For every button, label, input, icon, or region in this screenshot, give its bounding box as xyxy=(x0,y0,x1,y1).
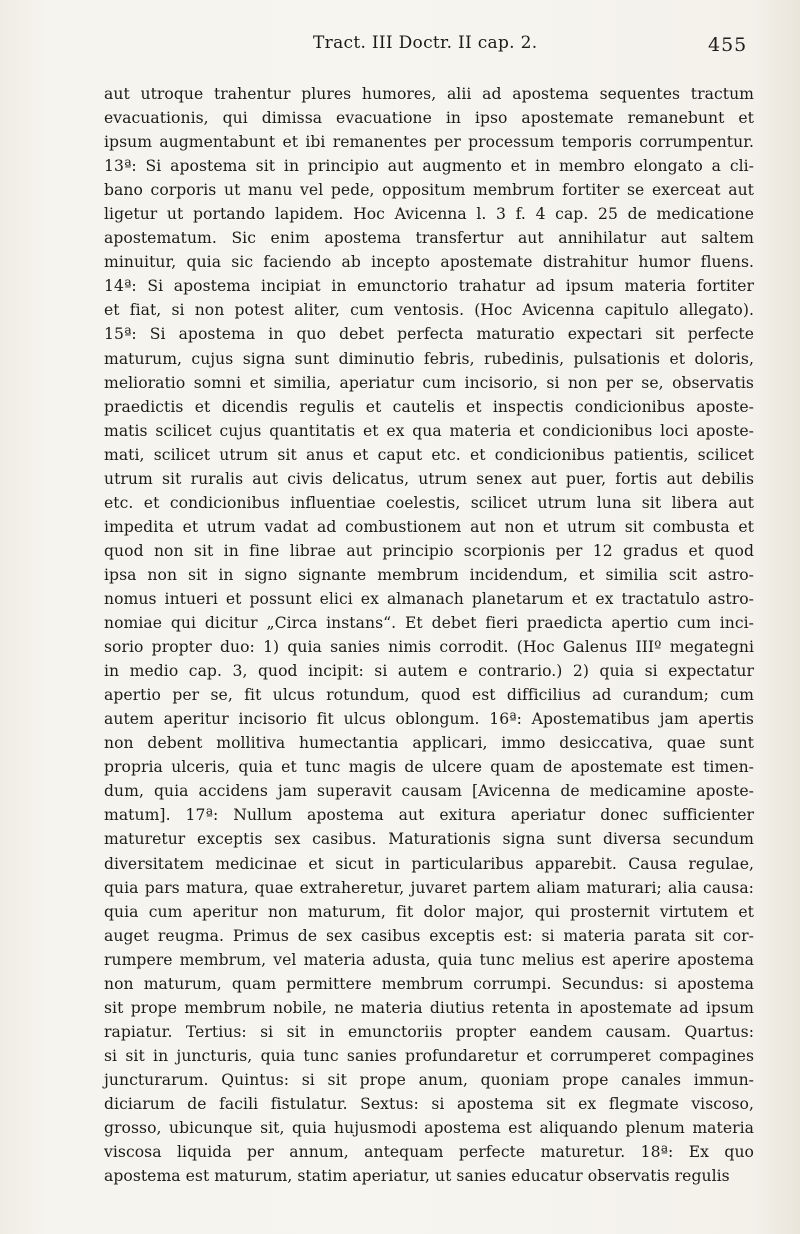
text-line: apostematum. Sic enim apostema transfertur aut annihilatur aut saltem xyxy=(104,229,754,248)
text-line: juncturarum. Quintus: si sit prope anum, quoniam prope canales immun- xyxy=(104,1070,754,1089)
text-line: praedictis et dicendis regulis et cautelis et inspectis condicionibus aposte- xyxy=(104,397,754,416)
text-line: diciarum de facili fistulatur. Sextus: si apostema sit ex flegmate viscoso, xyxy=(104,1094,754,1113)
text-line: propria ulceris, quia et tunc magis de ulcere quam de apostemate est timen- xyxy=(104,758,754,777)
text-line: sorio propter duo: 1) quia sanies nimis corrodit. (Hoc Galenus IIIº megategni xyxy=(104,638,754,657)
text-line: maturetur exceptis sex casibus. Maturationis signa sunt diversa secundum xyxy=(104,830,754,849)
text-line: rapiatur. Tertius: si sit in emunctoriis propter eandem causam. Quartus: xyxy=(104,1022,754,1041)
text-line: aut utroque trahentur plures humores, alii ad apostema sequentes tractum xyxy=(104,85,754,103)
text-line: evacuationis, qui dimissa evacuatione in ipso apostemate remanebunt et xyxy=(104,109,754,128)
text-line: quia pars matura, quae extraheretur, juvaret partem aliam maturari; alia causa: xyxy=(104,878,754,897)
body-text xyxy=(104,82,754,1188)
text-line: 13ª: Si apostema sit in principio aut augmento et in membro elongato a cli- xyxy=(104,157,754,176)
text-line: quod non sit in fine librae aut principio scorpionis per 12 gradus et quod xyxy=(104,541,754,560)
text-line: quia cum aperitur non maturum, fit dolor major, qui prosternit virtutem et xyxy=(104,902,754,921)
text-line: rumpere membrum, vel materia adusta, quia tunc melius est aperire apostema xyxy=(104,950,754,969)
text-line: melioratio somni et similia, aperiatur cum incisorio, si non per se, observatis xyxy=(104,373,754,392)
text-line: non maturum, quam permittere membrum corrumpi. Secundus: si apostema xyxy=(104,974,754,993)
page-number: 455 xyxy=(708,34,748,56)
text-line: auget reugma. Primus de sex casibus exceptis est: si materia parata sit cor- xyxy=(104,926,754,945)
text-line: ligetur ut portando lapidem. Hoc Avicenna l. 3 f. 4 cap. 25 de medicatione xyxy=(104,205,754,224)
text-line: maturum, cujus signa sunt diminutio febris, rubedinis, pulsationis et doloris, xyxy=(104,349,754,368)
text-line: nomiae qui dicitur „Circa instans“. Et debet fieri praedicta apertio cum inci- xyxy=(104,614,754,633)
text-line: apostema est maturum, statim aperiatur, ut sanies educatur observatis regulis xyxy=(104,1167,730,1186)
text-line: diversitatem medicinae et sicut in particularibus apparebit. Causa regulae, xyxy=(104,854,754,873)
text-line: matum]. 17ª: Nullum apostema aut exitura aperiatur donec sufficienter xyxy=(104,806,754,825)
text-line: utrum sit ruralis aut civis delicatus, utrum senex aut puer, fortis aut debilis xyxy=(104,469,754,488)
text-line: 15ª: Si apostema in quo debet perfecta maturatio expectari sit perfecte xyxy=(104,325,754,344)
running-head: Tract. III Doctr. II cap. 2. xyxy=(313,33,538,53)
text-line: viscosa liquida per annum, antequam perfecte maturetur. 18ª: Ex quo xyxy=(104,1143,754,1162)
text-line: impedita et utrum vadat ad combustionem aut non et utrum sit combusta et xyxy=(104,517,754,536)
text-line: si sit in juncturis, quia tunc sanies profundaretur et corrumperet compagines xyxy=(104,1046,754,1065)
text-line: etc. et condicionibus influentiae coelestis, scilicet utrum luna sit libera aut xyxy=(104,493,754,512)
text-line: autem aperitur incisorio fit ulcus oblongum. 16ª: Apostematibus jam apertis xyxy=(104,710,754,729)
page-header xyxy=(0,30,800,64)
text-line: grosso, ubicunque sit, quia hujusmodi apostema est aliquando plenum materia xyxy=(104,1119,754,1138)
text-line: non debent mollitiva humectantia applicari, immo desiccativa, quae sunt xyxy=(104,734,754,753)
text-line: nomus intueri et possunt elici ex almanach planetarum et ex tractatulo astro- xyxy=(104,589,754,608)
text-line: et fiat, si non potest aliter, cum ventosis. (Hoc Avicenna capitulo allegato). xyxy=(104,301,754,320)
text-line: dum, quia accidens jam superavit causam [Avicenna de medicamine aposte- xyxy=(104,782,754,801)
text-line: matis scilicet cujus quantitatis et ex qua materia et condicionibus loci aposte- xyxy=(104,421,754,440)
text-line: bano corporis ut manu vel pede, oppositum membrum fortiter se exerceat aut xyxy=(104,181,754,200)
text-line: ipsum augmentabunt et ibi remanentes per processum temporis corrumpentur. xyxy=(104,133,754,152)
text-line: minuitur, quia sic faciendo ab incepto apostemate distrahitur humor fluens. xyxy=(104,253,754,272)
text-line: in medio cap. 3, quod incipit: si autem e contrario.) 2) quia si expectatur xyxy=(104,662,754,681)
text-line: 14ª: Si apostema incipiat in emunctorio trahatur ad ipsum materia fortiter xyxy=(104,277,754,296)
text-line: mati, scilicet utrum sit anus et caput etc. et condicionibus patientis, scilicet xyxy=(104,445,754,464)
text-line: ipsa non sit in signo signante membrum incidendum, et similia scit astro- xyxy=(104,565,754,584)
text-line: sit prope membrum nobile, ne materia diutius retenta in apostemate ad ipsum xyxy=(104,998,754,1017)
text-line: apertio per se, fit ulcus rotundum, quod est difficilius ad curandum; cum xyxy=(104,686,754,705)
